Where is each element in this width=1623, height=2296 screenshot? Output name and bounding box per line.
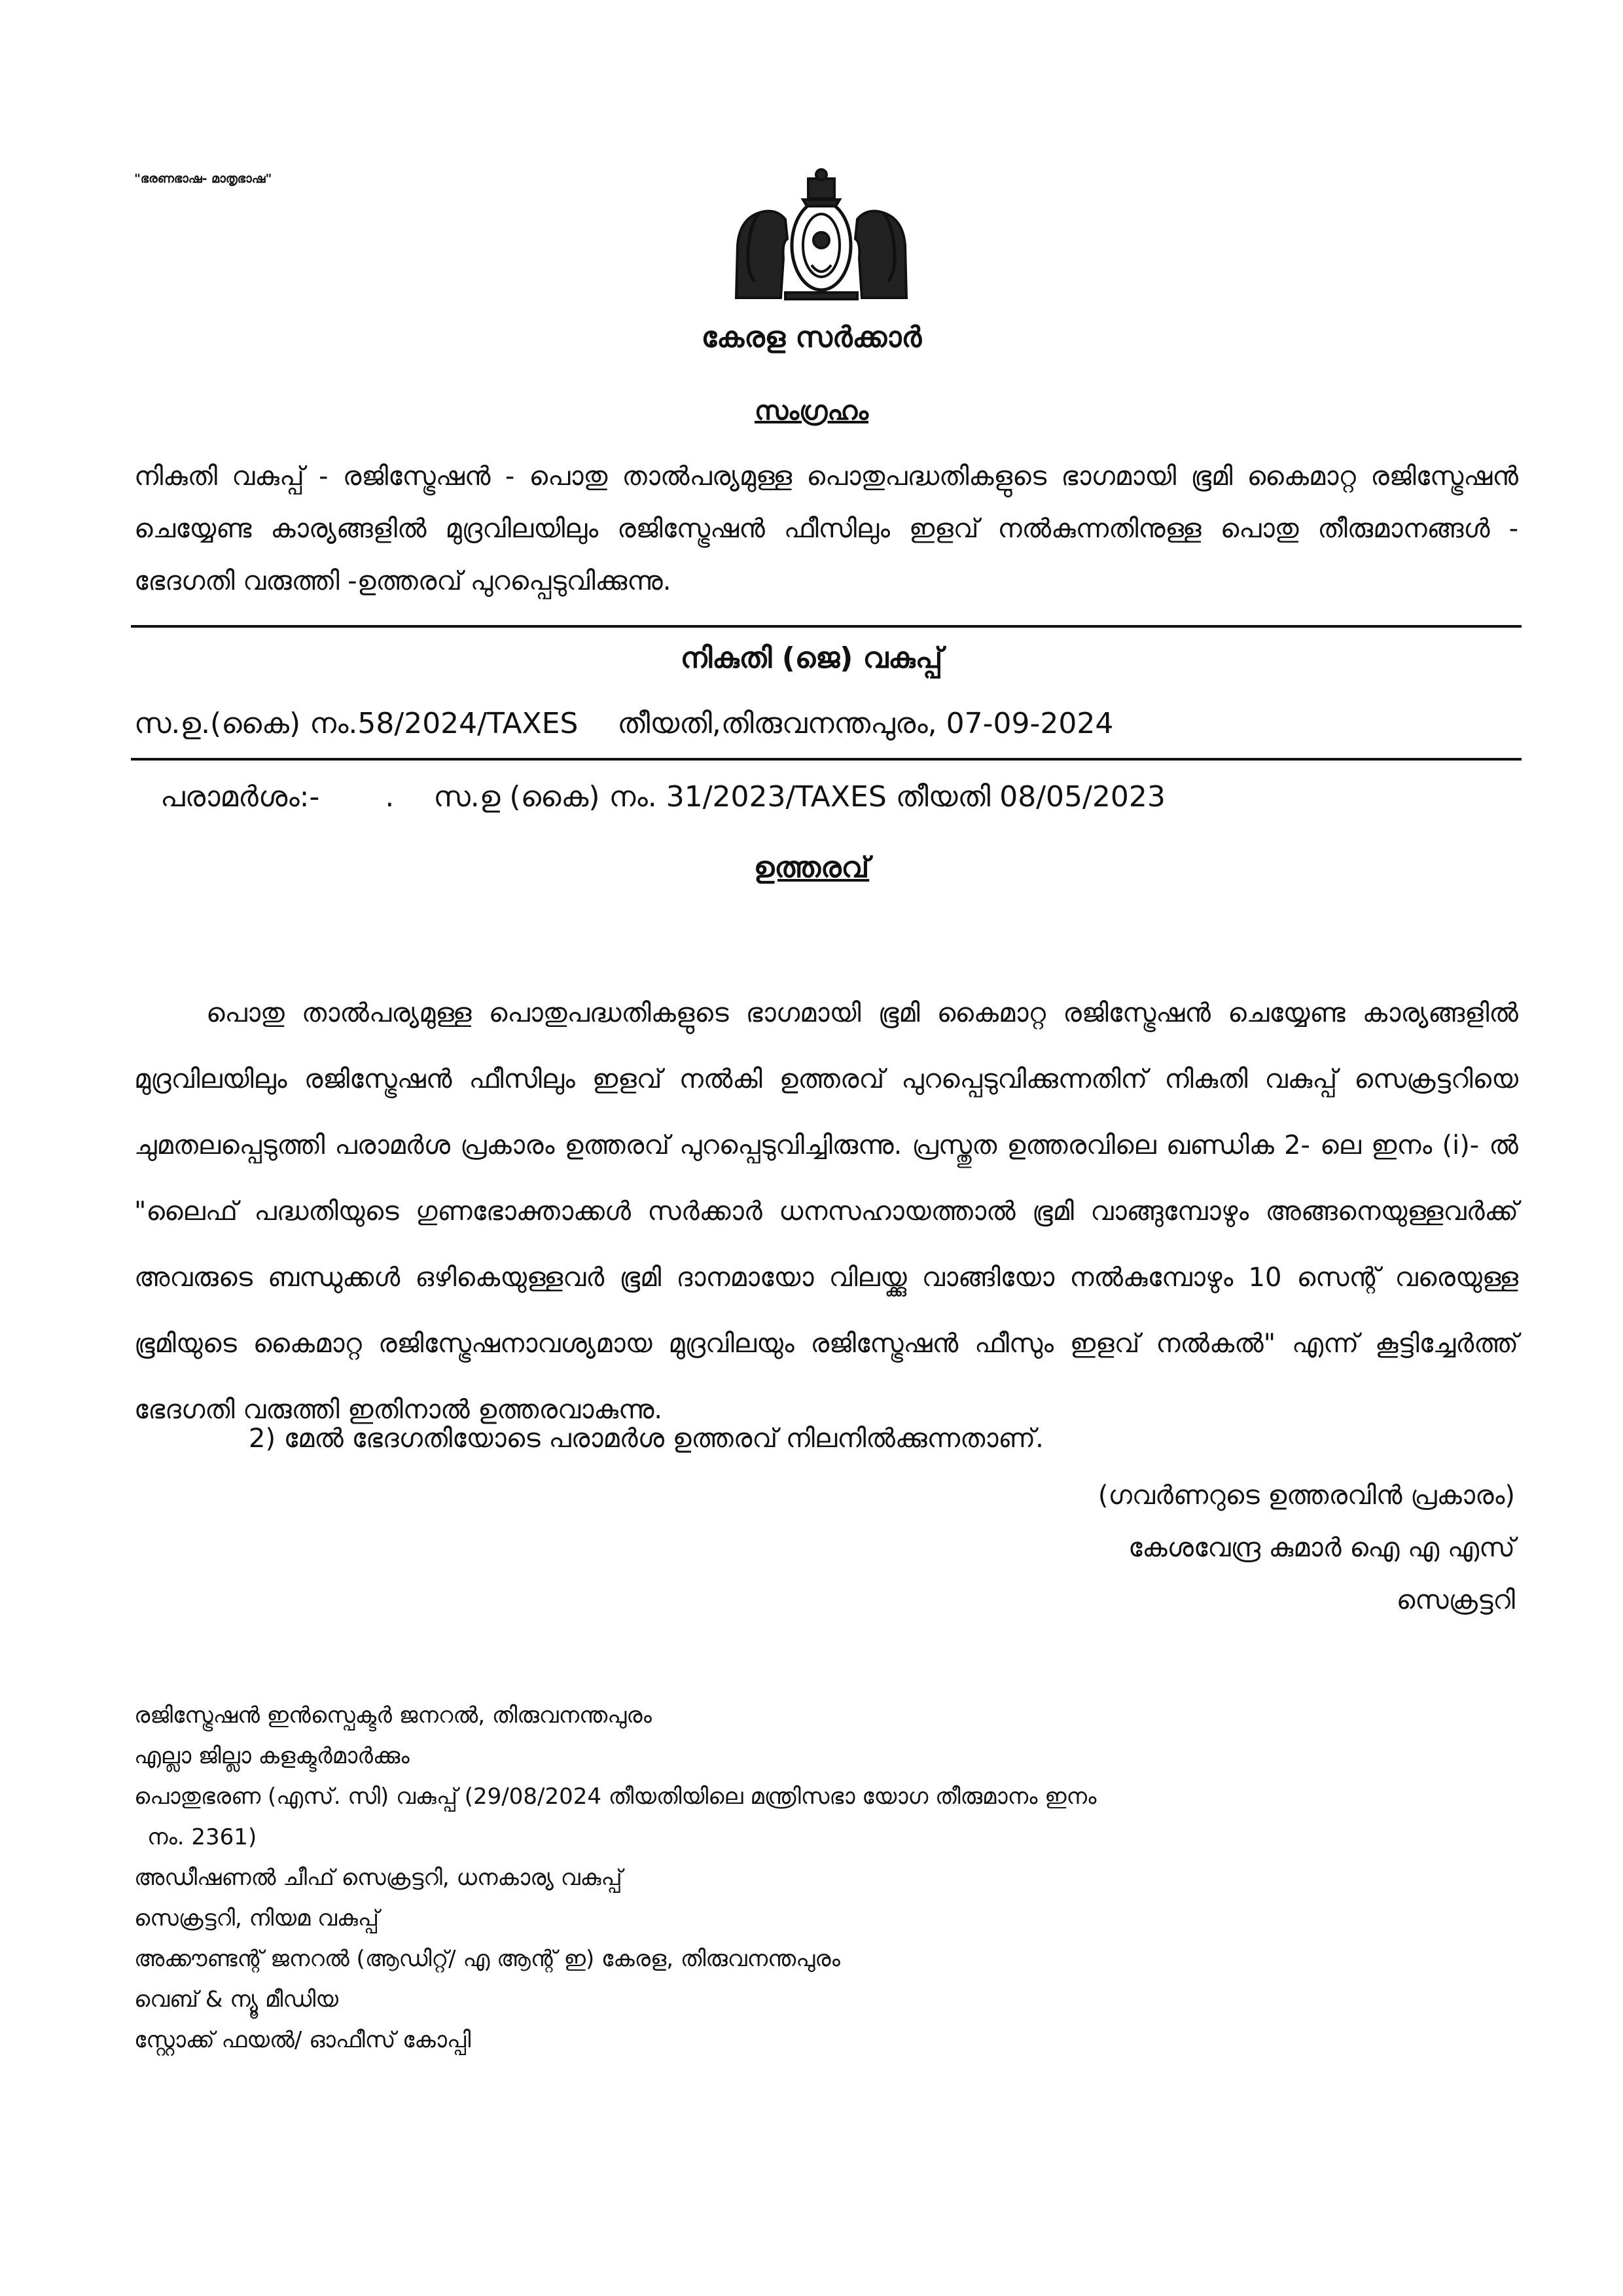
kerala-emblem-icon xyxy=(723,167,919,304)
signature-by-order: (ഗവർണറുടെ ഉത്തരവിൻ പ്രകാരം) xyxy=(1097,1480,1515,1511)
signature-designation: സെക്രട്ടറി xyxy=(1396,1585,1515,1615)
copy-to-list xyxy=(134,1695,1378,2060)
copy-to-item: അക്കൗണ്ടന്റ് ജനറൽ (ആഡിറ്റ്/ എ ആന്റ് ഇ) കേരള, തിരുവനന്തപുരം xyxy=(134,1946,840,1972)
reference-text: സ.ഉ (കൈ) നം. 31/2023/TAXES തീയതി 08/05/2023 xyxy=(433,780,1166,814)
reference-label: പരാമർശം:- xyxy=(160,780,320,814)
summary-heading: സംഗ്രഹം xyxy=(755,396,868,426)
signature-name: കേശവേന്ദ്ര കുമാർ ഐ എ എസ് xyxy=(1128,1533,1515,1563)
government-title: കേരള സർക്കാർ xyxy=(701,321,922,354)
copy-to-item: നം. 2361) xyxy=(147,1824,257,1850)
department-name: നികുതി (ജെ) വകുപ്പ് xyxy=(680,641,943,675)
summary-text: നികുതി വകുപ്പ് - രജിസ്ട്രേഷൻ - പൊതു താൽപര്യമുള്ള പൊതുപദ്ധതികളുടെ ഭാഗമായി ഭൂമി കൈമാറ്റ രജിസ്ട്രേഷൻ ചെയ്യേണ്ട കാര്യങ്ങളിൽ മുദ്രവിലയിലും രജിസ്ട്രേഷൻ ഫീസിലും ഇളവ് നൽകുന്നതിനുള്ള പൊതു തീരുമാനങ്ങൾ - ഭേദഗതി വരുത്തി -ഉത്തരവ് പുറപ്പെടുവിക്കുന്നു. xyxy=(134,461,1518,596)
copy-to-item: രജിസ്ട്രേഷൻ ഇൻസ്പെക്ടർ ജനറൽ, തിരുവനന്തപുരം xyxy=(134,1702,652,1729)
divider-top xyxy=(131,625,1522,628)
copy-to-item: പൊതുഭരണ (എസ്. സി) വകുപ്പ് (29/08/2024 തീയതിയിലെ മന്ത്രിസഭാ യോഗ തീരുമാനം ഇനം xyxy=(134,1784,1097,1810)
order-date: തീയതി,തിരുവനന്തപുരം, 07-09-2024 xyxy=(617,707,1114,740)
copy-to-item: അഡീഷണൽ ചീഫ് സെക്രട്ടറി, ധനകാര്യ വകുപ്പ് xyxy=(134,1865,622,1891)
reference-line xyxy=(160,780,1166,814)
divider-bottom xyxy=(131,758,1522,761)
reference-bullet: . xyxy=(385,780,395,814)
motto-text: "ഭരണഭാഷ- മാതൃഭാഷ" xyxy=(134,171,272,186)
copy-to-item: സെക്രട്ടറി, നിയമ വകുപ്പ് xyxy=(134,1905,380,1931)
order-heading: ഉത്തരവ് xyxy=(753,851,870,884)
order-paragraph-2: 2) മേൽ ഭേദഗതിയോടെ പരാമർശ ഉത്തരവ് നിലനിൽക്കുന്നതാണ്. xyxy=(249,1424,1044,1454)
order-number: സ.ഉ.(കൈ) നം.58/2024/TAXES xyxy=(134,707,579,740)
copy-to-item: വെബ് & ന്യൂ മീഡിയ xyxy=(134,1986,339,2013)
order-number-line xyxy=(134,707,1113,740)
copy-to-item: സ്റ്റോക്ക് ഫയൽ/ ഓഫീസ് കോപ്പി xyxy=(134,2027,471,2053)
order-paragraph-1: പൊതു താൽപര്യമുള്ള പൊതുപദ്ധതികളുടെ ഭാഗമായി ഭൂമി കൈമാറ്റ രജിസ്ട്രേഷൻ ചെയ്യേണ്ട കാര്യങ്ങളിൽ മുദ്രവിലയിലും രജിസ്ട്രേഷൻ ഫീസിലും ഇളവ് നൽകി ഉത്തരവ് പുറപ്പെടുവിക്കുന്നതിന് നികുതി വകുപ്പ് സെക്രട്ടറിയെ ചുമതലപ്പെടുത്തി പരാമർശ പ്രകാരം ഉത്തരവ് പുറപ്പെടുവിച്ചിരുന്നു. പ്രസ്തുത ഉത്തരവിലെ ഖണ്ഡിക 2- ലെ ഇനം (i)- ൽ "ലൈഫ് പദ്ധതിയുടെ ഗുണഭോക്താക്കൾ സർക്കാർ ധനസഹായത്താൽ ഭൂമി വാങ്ങുമ്പോഴും അങ്ങനെയുള്ളവർക്ക് അവരുടെ ബന്ധുക്കൾ ഒഴികെയുള്ളവർ ഭൂമി ദാനമായോ വിലയ്ക്കു വാങ്ങിയോ നൽകുമ്പോഴും 10 സെന്റ് വരെയുള്ള ഭൂമിയുടെ കൈമാറ്റ രജിസ്ട്രേഷനാവശ്യമായ മുദ്രവിലയും രജിസ്ട്രേഷൻ ഫീസും ഇളവ് നൽകൽ" എന്ന് കൂട്ടിച്ചേർത്ത് ഭേദഗതി വരുത്തി ഇതിനാൽ ഉത്തരവാകുന്നു. xyxy=(134,998,1518,1425)
copy-to-item: എല്ലാ ജില്ലാ കളക്ടർമാർക്കും xyxy=(134,1743,410,1769)
